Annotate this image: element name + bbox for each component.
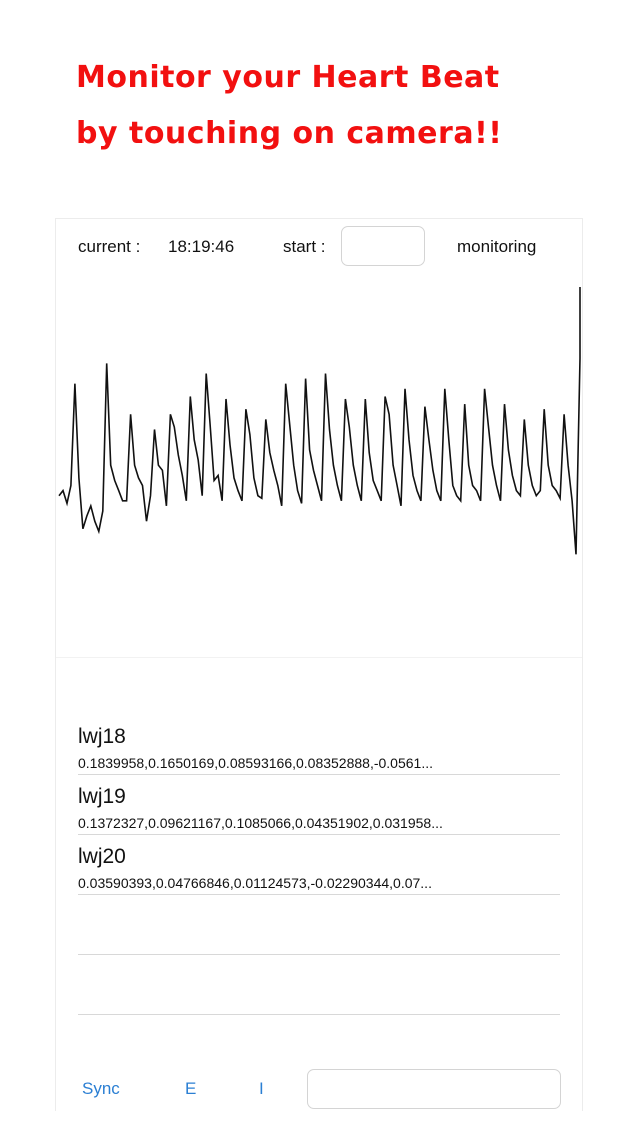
monitoring-status: monitoring	[457, 237, 537, 256]
graph-divider	[56, 657, 582, 658]
status-row	[56, 219, 582, 275]
start-time-field[interactable]	[341, 226, 425, 266]
list-item-empty	[78, 955, 560, 1015]
current-label: current :	[78, 237, 141, 256]
current-time: 18:19:46	[168, 237, 235, 256]
start-label: start :	[283, 237, 326, 256]
list-item[interactable]	[78, 715, 560, 775]
record-values: 0.1372327,0.09621167,0.1085066,0.04351902,0.031958...	[78, 815, 443, 831]
record-title: lwj20	[78, 845, 126, 868]
record-list	[78, 715, 560, 1015]
promo-line-1: Monitor your Heart Beat	[76, 60, 500, 95]
list-item[interactable]	[78, 775, 560, 835]
list-item-empty	[78, 895, 560, 955]
bottom-toolbar	[56, 1067, 582, 1111]
record-values: 0.1839958,0.1650169,0.08593166,0.08352888,-0.0561...	[78, 755, 433, 771]
app-screen	[55, 218, 583, 1111]
list-item[interactable]	[78, 835, 560, 895]
heartbeat-waveform	[56, 277, 582, 677]
record-title: lwj19	[78, 785, 126, 808]
sync-button[interactable]: Sync	[82, 1079, 120, 1098]
toolbar-input-field[interactable]	[307, 1069, 561, 1109]
record-values: 0.03590393,0.04766846,0.01124573,-0.02290344,0.07...	[78, 875, 432, 891]
i-button[interactable]: I	[259, 1079, 264, 1098]
record-title: lwj18	[78, 725, 126, 748]
promo-banner	[76, 50, 596, 162]
e-button[interactable]: E	[185, 1079, 197, 1098]
waveform-line	[59, 287, 580, 554]
promo-line-2: by touching on camera!!	[76, 116, 503, 151]
